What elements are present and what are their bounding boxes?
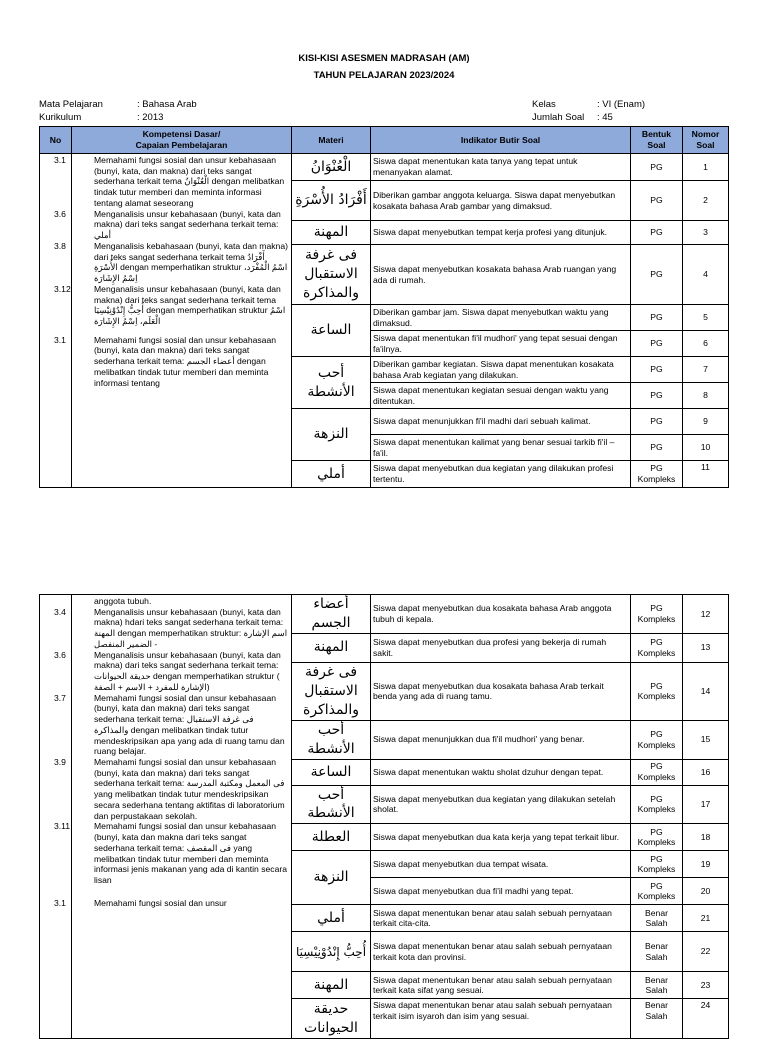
bentuk-soal-cell: Benar Salah [631,999,683,1039]
nomor-soal-cell: 5 [683,305,729,331]
kd-item: 3.1 Memahami fungsi sosial dan unsur [54,897,227,908]
indikator-cell: Siswa dapat menyebutkan dua kata kerja yang tepat terkait libur. [371,824,631,851]
no-cell [40,154,72,488]
indikator-cell: Diberikan gambar kegiatan. Siswa dapat menentukan kosakata bahasa Arab kegiatan yang dilakukan. [371,357,631,383]
materi-cell: أملي [292,905,371,932]
kd-item-continued: anggota tubuh. [94,596,152,606]
nomor-soal-cell: 22 [683,932,729,972]
nomor-soal-cell: 16 [683,759,729,785]
materi-cell: المهنة [292,221,371,245]
nomor-soal-cell: 23 [683,972,729,999]
materi-cell: الساعة [292,759,371,785]
kd-item: 3.1 Memahami fungsi sosial dan unsur kebahasaan (bunyi, kata dan makna) dari teks sangat sederhana terkait tema: أعضاء الجسم dengan melibatkan tindak tutur memberi dan meminta informasi tentang [54,334,277,388]
materi-cell: أحب الأنشطة [292,357,371,409]
nomor-soal-cell: 4 [683,245,729,305]
indikator-cell: Siswa dapat menentukan benar atau salah sebuah pernyataan terkait cita-cita. [371,905,631,932]
header-nomor-soal: Nomor Soal [683,127,729,154]
indikator-cell: Siswa dapat menentukan kalimat yang benar sesuai tarkib fi'il – fa'il. [371,435,631,461]
materi-cell: حديقة الحيوانات [292,999,371,1039]
header-bentuk-soal: Bentuk Soal [631,127,683,154]
materi-cell: فى غرفة الاستقبال والمذاكرة [292,245,371,305]
bentuk-soal-cell: PG [631,435,683,461]
kd-item: 3.9 Memahami fungsi sosial dan unsur kebahasaan (bunyi, kata dan makna) dari teks sangat sederhana terkait tema: فى المعمل ومكتبة المدرسة yang melibatkan tindak tutur mendeskripsikan secara sederhana tentang aktifitas di laboratorium dan perpustakaan sekolah. [54,757,285,821]
kd-item: 3.6 Menganalisis unsur kebahasaan (bunyi, kata dan makna) dari teks sangat sederhana terkait tema: حديقة الحيوانات dengan memperhatikan struktur ( الإشارة للمفرد + الاسم + الصفة) [54,649,281,692]
bentuk-soal-cell: PG Kompleks [631,662,683,720]
bentuk-soal-cell: PG [631,305,683,331]
kd-item: 3.1 Memahami fungsi sosial dan unsur kebahasaan (bunyi, kata, dan makna) dari teks sangat sederhana terkait tema الْعُنْوَانُ dengan melibatkan tindak tutur memberi dan meminta informasi tentang alamat seseorang [54,155,285,208]
materi-cell: أحب الأنشطة [292,720,371,759]
materi-cell: الساعة [292,305,371,357]
bentuk-soal-cell: PG [631,154,683,181]
page-2-clip [0,594,768,1036]
materi-cell: أحب الأنشطة [292,785,371,824]
bentuk-soal-cell: PG [631,245,683,305]
nomor-soal-cell: 7 [683,357,729,383]
indikator-cell: Siswa dapat menyebutkan dua kegiatan yang dilakukan setelah sholat. [371,785,631,824]
kelas-value: : VI (Enam) [597,99,646,110]
indikator-cell: Siswa dapat menentukan benar atau salah sebuah pernyataan terkait kata sifat yang sesuai. [371,972,631,999]
kompetensi-dasar-cell [54,154,292,488]
nomor-soal-cell: 15 [683,720,729,759]
mapel-value: : Bahasa Arab [137,99,197,110]
bentuk-soal-cell: PG Kompleks [631,851,683,878]
materi-cell: النزهة [292,409,371,461]
indikator-cell: Diberikan gambar anggota keluarga. Siswa dapat menyebutkan kosakata bahasa Arab gambar yang dimaksud. [371,181,631,221]
nomor-soal-cell: 2 [683,181,729,221]
header-no: No [40,127,72,154]
materi-cell: العطلة [292,824,371,851]
kelas-label: Kelas [532,99,556,110]
indikator-cell: Siswa dapat menentukan benar atau salah sebuah pernyataan terkait isim isyaroh dan isim yang sesuai. [371,999,631,1039]
indikator-cell: Siswa dapat menyebutkan dua tempat wisata. [371,851,631,878]
indikator-cell: Siswa dapat menyebutkan dua profesi yang bekerja di rumah sakit. [371,633,631,662]
indikator-cell: Siswa dapat menentukan benar atau salah sebuah pernyataan terkait kota dan provinsi. [371,932,631,972]
kd-item: 3.11 Memahami fungsi sosial dan unsur kebahasaan (bunyi, kata dan makna dari teks sangat sederhana terkait tema: فى المقصف yang melibatkan tindak tutur memberi dan meminta informasi jenis makanan yang ada di kantin secara lisan [54,821,287,886]
nomor-soal-cell: 19 [683,851,729,878]
indikator-cell: Siswa dapat menyebutkan tempat kerja profesi yang ditunjuk. [371,221,631,245]
nomor-soal-cell: 8 [683,383,729,409]
nomor-soal-cell: 1 [683,154,729,181]
kd-item: 3.8 Menganalisis kebahasaan (bunyi, kata dan makna) dari teks sangat sederhana terkait tema أَفْرَادُ الأُسْرَةِ dengan memperhatikan struktur اسْمُ الْمُفْرَد، اِسْمُ الإِشَارَة [54,240,288,284]
bentuk-soal-cell: PG Kompleks [631,824,683,851]
jumlah-soal-value: : 45 [597,112,613,123]
materi-cell: أُحِبُّ إِنْدُوْنِيْسِيَا [292,932,371,972]
nomor-soal-cell: 18 [683,824,729,851]
mapel-label: Mata Pelajaran [39,99,103,110]
materi-cell: فى غرفة الاستقبال والمذاكرة [292,662,371,720]
bentuk-soal-cell: PG [631,383,683,409]
bentuk-soal-cell: PG [631,181,683,221]
nomor-soal-cell: 17 [683,785,729,824]
bentuk-soal-cell: PG [631,357,683,383]
indikator-cell: Siswa dapat menentukan fi'il mudhori' yang tepat sesuai dengan fa'ilnya. [371,331,631,357]
bentuk-soal-cell: PG Kompleks [631,785,683,824]
bentuk-soal-cell: PG Kompleks [631,878,683,905]
bentuk-soal-cell: Benar Salah [631,972,683,999]
indikator-cell: Siswa dapat menentukan kata tanya yang tepat untuk menanyakan alamat. [371,154,631,181]
materi-cell: أعضاء الجسم [292,595,371,634]
bentuk-soal-cell: PG Kompleks [631,633,683,662]
materi-cell: الْعُنْوَانُ [292,154,371,181]
nomor-soal-cell: 10 [683,435,729,461]
bentuk-soal-cell: PG Kompleks [631,759,683,785]
kd-item: 3.12 Menganalisis unsur kebahasaan (bunyi, kata dan makna) dari teks sangat sederhana terkait tema أُحِبُّ إِنْدُوْنِيْسِيَا dengan memperhatikan struktur اسْمُ الْعَلَم، اِسْمُ الإِشَارَة [54,283,286,327]
no-cell [40,595,72,1039]
nomor-soal-cell: 13 [683,633,729,662]
bentuk-soal-cell: PG [631,331,683,357]
kompetensi-dasar-cell [54,595,292,1039]
bentuk-soal-cell: PG Kompleks [631,595,683,634]
materi-cell: أملي [292,461,371,488]
nomor-soal-cell: 6 [683,331,729,357]
kd-item: 3.4 Menganalisis unsur kebahasaan (bunyi, kata dan makna) hdari teks sangat sederhana terkait tema: المهنة dengan memperhatikan struktur: اسم الإشارة - الضمير المنفصل [54,606,288,649]
nomor-soal-cell: 20 [683,878,729,905]
bentuk-soal-cell: Benar Salah [631,905,683,932]
indikator-cell: Siswa dapat menunjukkan fi'il madhi dari sebuah kalimat. [371,409,631,435]
materi-cell: أَفْرَادُ الأُسْرَةِ [292,181,371,221]
header-materi: Materi [292,127,371,154]
kisi-kisi-table-page-1 [39,126,729,488]
nomor-soal-cell: 9 [683,409,729,435]
document-subtitle: TAHUN PELAJARAN 2023/2024 [313,70,455,81]
bentuk-soal-cell: PG [631,409,683,435]
kurikulum-label: Kurikulum [39,112,82,123]
bentuk-soal-cell: PG Kompleks [631,720,683,759]
indikator-cell: Siswa dapat menunjukkan dua fi'il mudhori' yang benar. [371,720,631,759]
header-kompetensi: Kompetensi Dasar/ Capaian Pembelajaran [72,127,292,154]
kurikulum-value: : 2013 [137,112,164,123]
indikator-cell: Siswa dapat menyebutkan kosakata bahasa Arab ruangan yang ada di rumah. [371,245,631,305]
kd-item: 3.6 Menganalisis unsur kebahasaan (bunyi, kata dan makna) dari teks sangat sederhana terkait tema: أملي [54,208,281,241]
bentuk-soal-cell: Benar Salah [631,932,683,972]
nomor-soal-cell: 11 [683,461,729,488]
bentuk-soal-cell: PG Kompleks [631,461,683,488]
jumlah-soal-label: Jumlah Soal [532,112,585,123]
indikator-cell: Siswa dapat menentukan waktu sholat dzuhur dengan tepat. [371,759,631,785]
materi-cell: النزهة [292,851,371,905]
document-title: KISI-KISI ASESMEN MADRASAH (AM) [298,53,470,64]
bentuk-soal-cell: PG [631,221,683,245]
indikator-cell: Siswa dapat menyebutkan dua fi'il madhi yang tepat. [371,878,631,905]
nomor-soal-cell: 24 [683,999,729,1039]
nomor-soal-cell: 14 [683,662,729,720]
indikator-cell: Siswa dapat menentukan kegiatan sesuai dengan waktu yang ditentukan. [371,383,631,409]
indikator-cell: Siswa dapat menyebutkan dua kosakata bahasa Arab anggota tubuh di kepala. [371,595,631,634]
indikator-cell: Siswa dapat menyebutkan dua kosakata bahasa Arab terkait benda yang ada di ruang tamu. [371,662,631,720]
kd-item: 3.7 Memahami fungsi sosial dan unsur kebahasaan (bunyi, kata dan makna) dari teks sangat sederhana terkait tema: فى غرفة الاستقبال والمذاكرة dengan melibatkan tindak tutur mendeskripsikan apa yang ada di ruang tamu dan ruang belajar. [54,692,285,757]
header-indikator: Indikator Butir Soal [371,127,631,154]
indikator-cell: Siswa dapat menyebutkan dua kegiatan yang dilakukan profesi tertentu. [371,461,631,488]
nomor-soal-cell: 21 [683,905,729,932]
indikator-cell: Diberikan gambar jam. Siswa dapat menyebutkan waktu yang dimaksud. [371,305,631,331]
materi-cell: المهنة [292,633,371,662]
nomor-soal-cell: 3 [683,221,729,245]
kisi-kisi-table-page-2 [39,594,729,1039]
materi-cell: المهنة [292,972,371,999]
nomor-soal-cell: 12 [683,595,729,634]
